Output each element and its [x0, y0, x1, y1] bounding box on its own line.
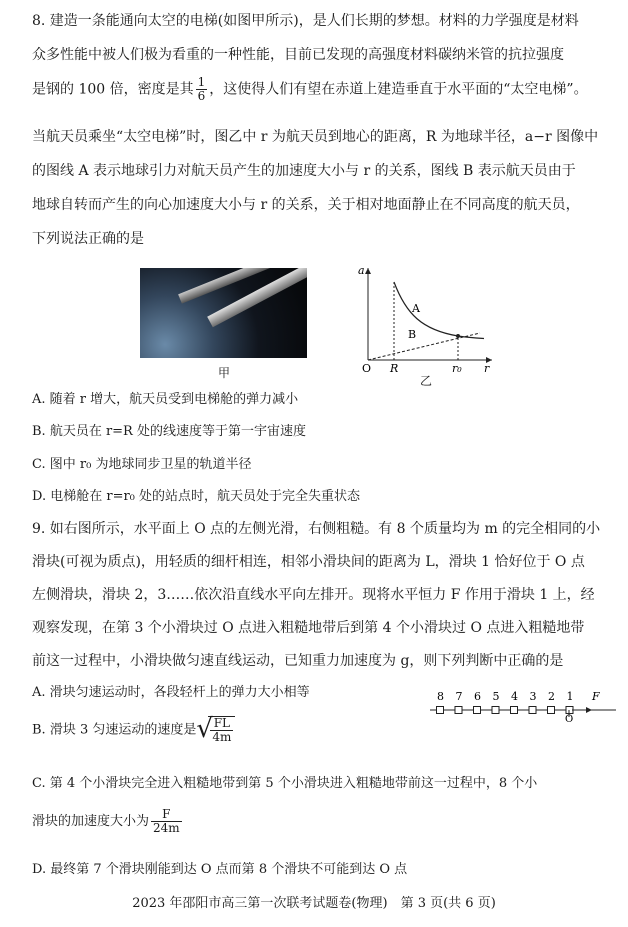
- slider-block-label-8: 8: [437, 690, 444, 703]
- q9-option-c-line1: C. 第 4 个小滑块完全进入粗糙地带到第 5 个小滑块进入粗糙地带前这一过程中，8 个小: [32, 776, 538, 791]
- slider-block-8: [437, 707, 444, 714]
- q9-option-b-text: B. 滑块 3 匀速运动的速度是: [32, 722, 197, 738]
- slider-block-3: [529, 707, 536, 714]
- curve-a-label: A: [412, 302, 420, 315]
- q9-line4: 观察发现，在第 3 个小滑块过 O 点进入粗糙地带后到第 4 个小滑块过 O 点进入粗糙地带: [32, 620, 585, 636]
- space-elevator-photo: [140, 268, 307, 358]
- q8-line4: 当航天员乘坐“太空电梯”时，图乙中 r 为航天员到地心的距离，R 为地球半径，a−r 图像中: [32, 129, 599, 145]
- q8-line3: [32, 76, 614, 103]
- q8-line7: 下列说法正确的是: [32, 231, 144, 247]
- q9-option-b: [32, 716, 614, 744]
- q8-option-d: D. 电梯舱在 r=r₀ 处的站点时，航天员处于完全失重状态: [32, 489, 361, 504]
- slider-block-label-7: 7: [455, 690, 463, 703]
- slider-block-5: [492, 707, 499, 714]
- q9-option-c-text: 滑块的加速度大小为: [32, 814, 150, 830]
- q8-option-b: B. 航天员在 r=R 处的线速度等于第一宇宙速度: [32, 424, 306, 439]
- force-f-label: F: [592, 690, 600, 703]
- origin-label: O: [362, 362, 372, 374]
- a-r-graph: [350, 262, 500, 374]
- q8-line1: 8. 建造一条能通向太空的电梯(如图甲所示)，是人们长期的梦想。材料的力学强度是材料: [32, 13, 579, 29]
- q8-line5: 的图线 A 表示地球引力对航天员产生的加速度大小与 r 的关系，图线 B 表示航天员由于: [32, 163, 576, 179]
- axis-a-label: a: [358, 264, 365, 277]
- slider-block-label-6: 6: [474, 690, 481, 703]
- q9-line1: 9. 如右图所示，水平面上 O 点的左侧光滑，右侧粗糙。有 8 个质量均为 m 的完全相同的小: [32, 521, 601, 537]
- page-footer: 2023 年邵阳市高三第一次联考试题卷(物理) 第 3 页(共 6 页): [132, 896, 496, 911]
- fraction-f-over-24m: $\frac{F}{24m}$: [153, 807, 180, 836]
- q9-option-c-line2: [32, 808, 614, 835]
- q9-line5: 前这一过程中，小滑块做匀速直线运动，已知重力加速度为 g，则下列判断中正确的是: [32, 653, 564, 669]
- q8-line3-post: ，这使得人们有望在赤道上建造垂直于水平面的“太空电梯”。: [209, 81, 588, 98]
- q8-line6: 地球自转而产生的向心加速度大小与 r 的关系，关于相对地面静止在不同高度的航天员，: [32, 197, 580, 213]
- q9-option-d: D. 最终第 7 个滑块刚能到达 O 点而第 8 个滑块不可能到达 O 点: [32, 862, 408, 877]
- slider-block-label-2: 2: [548, 690, 555, 703]
- q8-line3-pre: 是钢的 100 倍，密度是其: [32, 81, 194, 98]
- q9-line2: 滑块(可视为质点)，用轻质的细杆相连，相邻小滑块间的距离为 L，滑块 1 恰好位于 O 点: [32, 554, 585, 570]
- fig-jia-caption: 甲: [218, 366, 231, 380]
- q8-option-c: C. 图中 r₀ 为地球同步卫星的轨道半径: [32, 457, 252, 472]
- slider-block-4: [511, 707, 518, 714]
- line-b-label: B: [408, 328, 417, 341]
- sqrt-fl-over-4m: √ $\frac{FL}{4m}$: [196, 716, 235, 744]
- tick-r-label: R: [390, 362, 399, 374]
- slider-block-7: [455, 707, 462, 714]
- fraction-one-sixth: $\frac{1}{6}$: [197, 75, 206, 104]
- point-o-label: O: [565, 714, 574, 724]
- tick-r0-label: r₀: [452, 362, 462, 374]
- slider-block-label-5: 5: [492, 690, 500, 703]
- q8-line2: 众多性能中被人们极为看重的一种性能，目前已发现的高强度材料碳纳米管的抗拉强度: [32, 47, 564, 63]
- line-b: [368, 333, 480, 360]
- slider-block-label-1: 1: [566, 690, 574, 703]
- q8-option-a: A. 随着 r 增大，航天员受到电梯舱的弹力减小: [32, 392, 299, 407]
- fig-yi-caption: 乙: [420, 374, 433, 388]
- q9-option-a: A. 滑块匀速运动时，各段轻杆上的弹力大小相等: [32, 685, 310, 700]
- slider-block-2: [548, 707, 555, 714]
- slider-block-label-4: 4: [511, 690, 518, 703]
- slider-block-label-3: 3: [529, 690, 537, 703]
- q9-line3: 左侧滑块，滑块 2，3……依次沿直线水平向左排开。现将水平恒力 F 作用于滑块 1 上，经: [32, 587, 595, 603]
- axis-r-label: r: [484, 362, 490, 374]
- slider-block-6: [474, 707, 481, 714]
